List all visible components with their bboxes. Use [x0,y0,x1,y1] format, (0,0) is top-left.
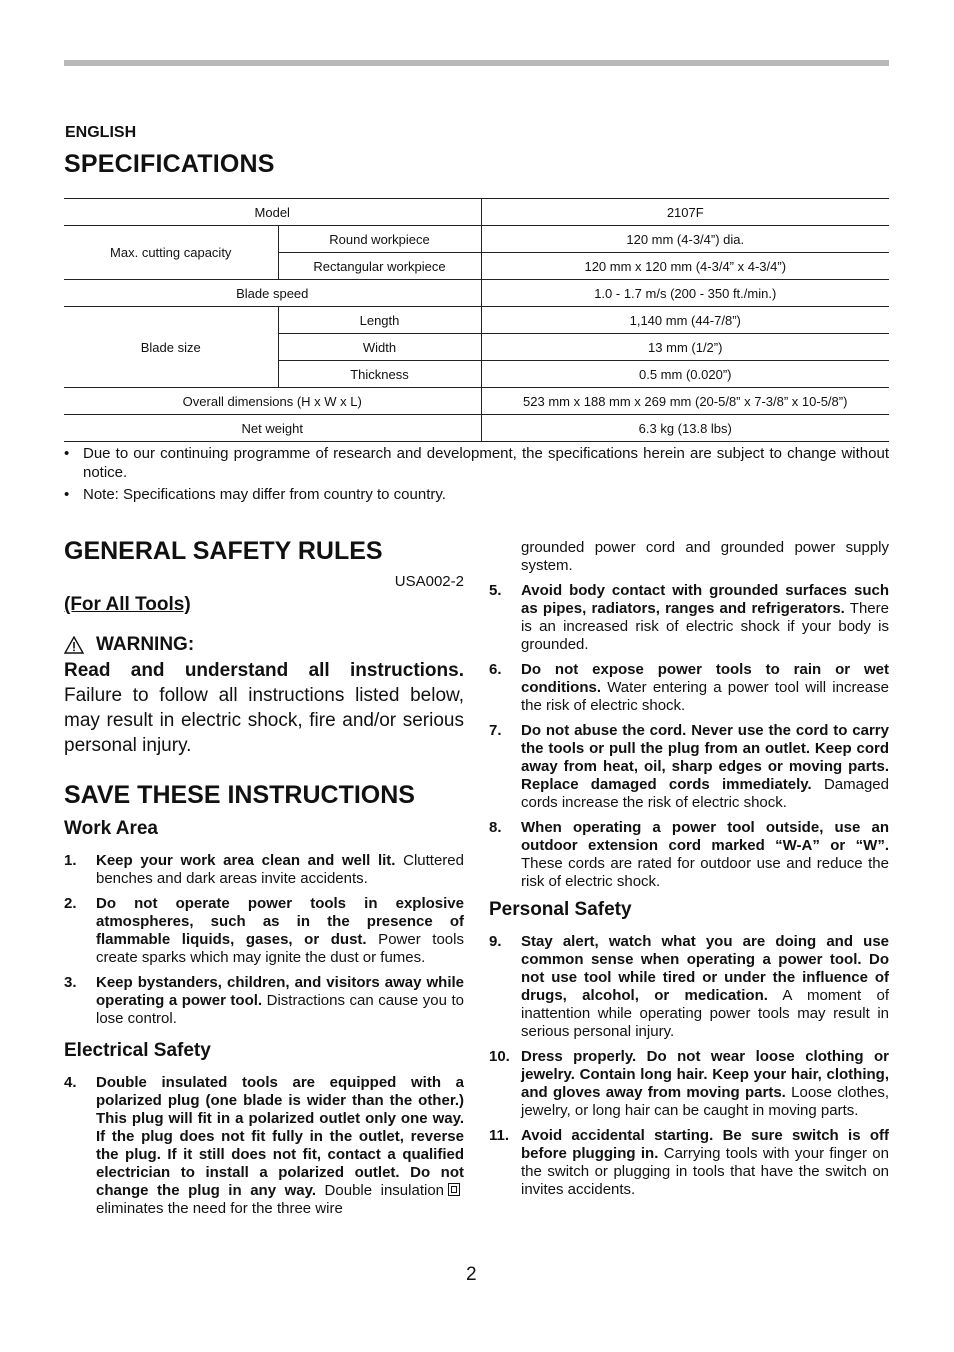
item-text: Loose clothes, jewelry, or long hair can be caught in moving parts. [521,1084,890,1119]
warning-heading [64,634,464,656]
item-number: 1. [64,852,77,869]
spec-value: 120 mm x 120 mm (4-3/4” x 4-3/4”) [481,253,889,280]
spec-label: Blade size [64,307,278,388]
item-number: 2. [64,895,77,912]
item-bold: Dress properly. Do not wear loose clothing or jewelry. Contain long hair. Keep your hair, clothing, and gloves away from moving parts. [521,1048,889,1101]
item-bold: Keep your work area clean and well lit. [96,852,396,869]
left-column [64,535,464,1225]
item-bold: Double insulated tools are equipped with a polarized plug (one blade is wider than the other.) This plug will fit in a polarized outlet only one way. If the plug does not fit fully in the outlet, reverse the plug. If it still does not fit, contact a qualified electrician to install a polarized outlet. Do not change the plug in any way. [96,1074,464,1199]
item-bold: Avoid accidental starting. Be sure switch is off before plugging in. [521,1127,889,1162]
spec-value: 0.5 mm (0.020”) [481,361,889,388]
bullet: • [64,445,70,462]
item-number: 11. [489,1127,510,1144]
list-item [64,895,464,967]
spec-value: 6.3 kg (13.8 lbs) [481,415,889,442]
warning-text [64,658,464,758]
language-label: ENGLISH [65,124,137,141]
list-item [64,974,464,1028]
item-bold: Avoid body contact with grounded surfaces such as pipes, radiators, ranges and refrigerators. [521,582,889,617]
spec-sublabel: Rectangular workpiece [278,253,481,280]
spec-sublabel: Length [278,307,481,334]
spec-label: Max. cutting capacity [64,226,278,280]
item-text: Double insulation [316,1182,445,1199]
item-text: Carrying tools with your finger on the switch or plugging in tools that have the switch on invites accidents. [521,1145,889,1198]
warning-body: Failure to follow all instructions listed below, may result in electric shock, fire and/or serious personal injury. [64,685,464,756]
note-text: Due to our continuing programme of research and development, the specifications herein are subject to change without notice. [83,445,889,481]
spec-label: Blade speed [64,280,481,307]
spec-sublabel: Thickness [278,361,481,388]
item-text: Cluttered benches and dark areas invite accidents. [96,852,464,887]
spec-value: 1,140 mm (44-7/8”) [481,307,889,334]
list-item [489,661,889,715]
for-all-tools-heading: (For All Tools) [64,594,191,615]
spec-value: 523 mm x 188 mm x 269 mm (20-5/8” x 7-3/8” x 10-5/8”) [481,388,889,415]
item-bold: Do not operate power tools in explosive atmospheres, such as in the presence of flammable liquids, gases, or dust. [96,895,464,948]
item-text: These cords are rated for outdoor use and reduce the risk of electric shock. [521,855,889,890]
list-item [489,722,889,812]
item-number: 5. [489,582,502,599]
item-number: 7. [489,722,502,739]
spec-label: Overall dimensions (H x W x L) [64,388,481,415]
list-item [64,485,889,504]
item-number: 10. [489,1048,510,1065]
list-item [489,582,889,654]
list-item [64,444,889,482]
item-text: There is an increased risk of electric shock if your body is grounded. [521,600,889,653]
item-bold: Do not expose power tools to rain or wet conditions. [521,661,889,696]
list-item [64,852,464,888]
spec-value: 1.0 - 1.7 m/s (200 - 350 ft./min.) [481,280,889,307]
list-item [489,819,889,891]
item-text: Distractions can cause you to lose control. [96,992,464,1027]
item-text: eliminates the need for the three wire [96,1200,343,1217]
item-number: 3. [64,974,77,991]
warning-triangle-icon [64,636,84,654]
spec-sublabel: Width [278,334,481,361]
spec-value: 120 mm (4-3/4”) dia. [481,226,889,253]
spec-sublabel: Round workpiece [278,226,481,253]
item-bold: Stay alert, watch what you are doing and use common sense when operating a power tool. Do not use tool while tired or under the influence of drugs, alcohol, or medication. [521,933,889,1004]
table-row [64,280,889,307]
save-instructions-title: SAVE THESE INSTRUCTIONS [64,781,415,809]
spec-label: Model [64,199,481,226]
specifications-title: SPECIFICATIONS [64,150,275,178]
specifications-table [64,198,889,442]
table-row [64,388,889,415]
warning-bold: Read and understand all instructions. [64,660,464,681]
item-bold: Keep bystanders, children, and visitors away while operating a power tool. [96,974,464,1009]
list-item [64,1074,464,1218]
list-item-continuation: grounded power cord and grounded power supply system. [521,539,889,574]
item-bold: Do not abuse the cord. Never use the cord to carry the tools or pull the plug from an outlet. Keep cord away from heat, oil, sharp edges or moving parts. Replace damaged cords immediately. [521,722,889,793]
page-number: 2 [466,1264,477,1285]
table-row [64,226,889,253]
spec-value: 2107F [481,199,889,226]
list-item [489,1127,889,1199]
list-item [489,1048,889,1120]
note-text: Note: Specifications may differ from country to country. [83,486,446,503]
table-row [64,199,889,226]
item-bold: When operating a power tool outside, use an outdoor extension cord marked “W-A” or “W”. [521,819,889,854]
item-text: Damaged cords increase the risk of electric shock. [521,776,889,811]
top-rule [64,60,889,66]
item-text: Water entering a power tool will increase the risk of electric shock. [521,679,889,714]
item-number: 4. [64,1074,77,1091]
bullet: • [64,486,70,503]
general-safety-title: GENERAL SAFETY RULES [64,537,383,565]
double-insulation-icon [448,1183,460,1196]
document-code: USA002-2 [394,573,464,590]
item-text: A moment of inattention while operating power tools may result in serious personal injury. [521,987,889,1040]
work-area-heading: Work Area [64,818,158,839]
spec-label: Net weight [64,415,481,442]
personal-safety-heading: Personal Safety [489,899,632,920]
right-column [489,539,889,1206]
list-item [489,933,889,1041]
spec-value: 13 mm (1/2”) [481,334,889,361]
table-row [64,307,889,334]
item-number: 8. [489,819,502,836]
table-row [64,415,889,442]
item-number: 9. [489,933,502,950]
item-number: 6. [489,661,502,678]
electrical-safety-heading: Electrical Safety [64,1040,211,1061]
spec-notes [64,444,889,507]
warning-label: WARNING: [96,634,195,655]
item-text: Power tools create sparks which may ignite the dust or fumes. [96,931,464,966]
